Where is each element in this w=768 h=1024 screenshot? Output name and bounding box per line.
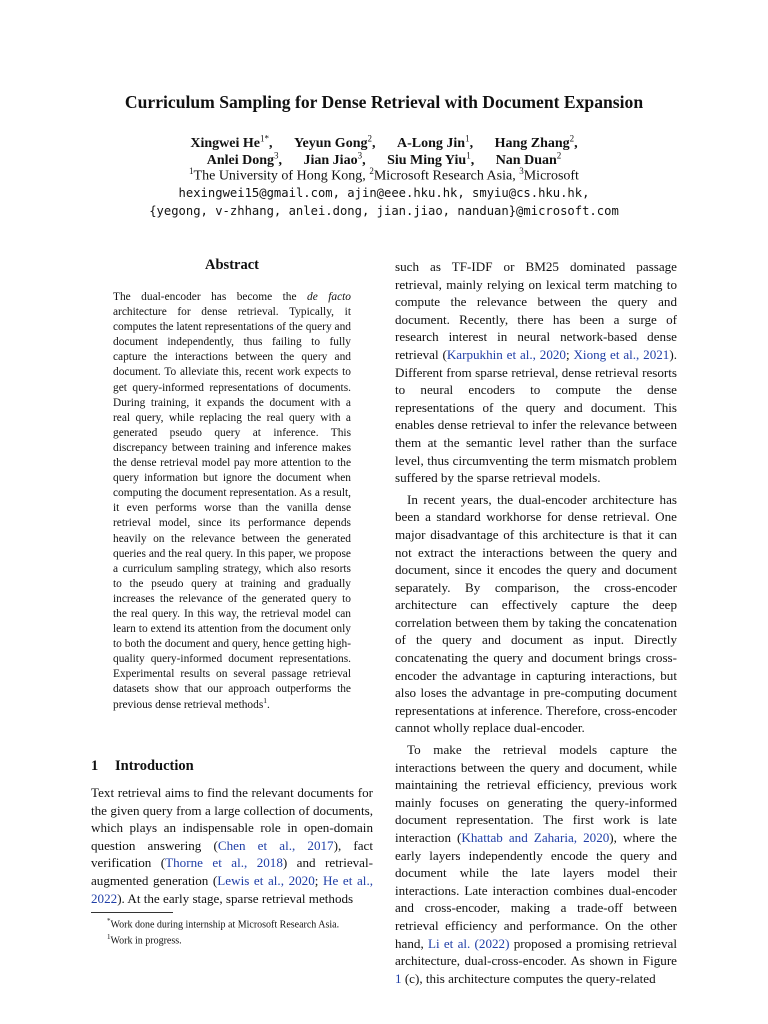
citation-link[interactable]: Xiong et al., 2021 [573,346,670,362]
author-list-line-1 [0,133,768,152]
author: Hang Zhang$^2$, [494,133,578,151]
author: Jian Jiao$^3$, [303,150,366,168]
citation-link[interactable]: He et al., 2022 [91,872,373,906]
author: Siu Ming Yiu$^1$, [387,150,475,168]
footnote-rule [91,912,173,913]
citation-link[interactable]: Karpukhin et al., 2020 [446,346,566,362]
footnote: $^1$Work in progress. [107,933,182,947]
citation-link[interactable]: Thorne et al., 2018 [165,855,283,871]
author: Nan Duan$^2$ [495,150,562,168]
body-paragraph: To make the retrieval models capture the interactions between the query and document, while maintaining the retrieval efficiency, previous work mainly focuses on generating the query-informed document representation. The first work is late interaction (Khattab and Zaharia, 2020), where the early layers independently encode the query and document while the late layers model their interactions. Late interaction combines dual-encoder and cross-encoder, making a trade-off between retrieval efficiency and performance. On the other hand, Li et al. (2022) proposed a promising retrieval architecture, dual-cross-encoder. As shown in Figure 1 (c), this architecture computes the query-related [395,742,677,986]
citation-link[interactable]: Khattab and Zaharia, 2020 [461,830,610,845]
affiliations: $^1$The University of Hong Kong, $^2$Microsoft Research Asia, $^3$Microsoft [189,166,579,184]
author: Yeyun Gong$^2$, [293,133,376,151]
email-line-2: {yegong, v-zhhang, anlei.dong, jian.jiao, nanduan}@microsoft.com [149,204,619,218]
email-line-1: hexingwei15@gmail.com, ajin@eee.hku.hk, smyiu@cs.hku.hk, [178,186,590,200]
footnotes [91,915,381,948]
body-paragraph: In recent years, the dual-encoder architecture has been a standard workhorse for dense retrieval. One major disadvantage of this architecture is that it can not extract the interactions between the query and document, since it encodes the query and document separately. By comparison, the cross-encoder architecture can effectively capture the deep correlation between them by taking the concatenation of the query and document as input. Directly concatenating the query and document brings cross-encoder the advantage in capturing interactions, but also loses the advantage in pre-computing document representations at inference. Therefore, cross-encoder cannot wholly replace dual-encoder. [395,491,677,736]
citation-link[interactable]: Lewis et al., 2020 [217,872,315,888]
paper-title: Curriculum Sampling for Dense Retrieval with Document Expansion [124,92,644,112]
section-heading [91,758,194,775]
right-column [395,258,677,987]
body-paragraph: such as TF-IDF or BM25 dominated passage retrieval, mainly relying on lexical term matching to compute the relevance between the query and document. Recently, there has been a surge of research interest in neural network-based dense retrieval (Karpukhin et al., 2020; Xiong et al., 2021). Different from sparse retrieval, dense retrieval resorts to neural encoders to compute the dense representations of the query and document. This enables dense retrieval to infer the relevance between them at the semantic level rather than the surface level, thus circumventing the term mismatch problem suffered by the sparse retrieval models. [395,259,677,486]
footnote-mark: 1 [263,695,267,705]
figure-ref-link[interactable]: 1 [395,970,402,986]
author: Anlei Dong$^3$, [206,150,282,168]
footnote: *Work done during internship at Microsoft Research Asia. [107,917,340,931]
author: A-Long Jin$^1$, [396,133,474,151]
section-title: Introduction [115,758,194,774]
author: Xingwei $He^{1*}$, [190,133,273,151]
section-number: 1 [91,758,99,774]
citation-link[interactable]: Chen et al., 2017 [217,837,334,853]
citation-link[interactable]: Li et al. (2022) [427,935,510,951]
introduction-paragraph: Text retrieval aims to find the relevant documents for the given query from a large collection of documents, which plays an indispensable role in open-domain question answering (Chen et al., 2017), fact verification (Thorne et al., 2018) and retrieval-augmented generation (Lewis et al., 2020; He et al., 2022). At the early stage, sparse retrieval methods [91,785,374,906]
abstract-body: The dual-encoder has become the de facto architecture for dense retrieval. Typically, it computes the latent representations of the query and document independently, thus failing to fully capture the interactions between the query and document. To alleviate this, recent work expects to get query-informed representations of documents. During training, it expands the document with a real query, while replacing the real query with a generated pseudo query at inference. This discrepancy between training and inference makes the dense retrieval model pay more attention to the query information but ignore the document when computing the document representation. As a result, it even performs worse than the vanilla dense retrieval model, since its performance depends heavily on the relevance between the generated queries and the real query. In this paper, we propose a curriculum sampling strategy, which also resorts to the pseudo query at training and gradually increases the relevance of the generated query to the real query. In this way, the retrieval model can learn to extend its attention from the document only to both the document and query, hence getting high-quality query-informed document representations. Experimental results on several passage retrieval datasets show that our approach outperforms the previous dense retrieval methods$^1$. [113,291,352,711]
abstract-heading: Abstract [205,257,259,273]
